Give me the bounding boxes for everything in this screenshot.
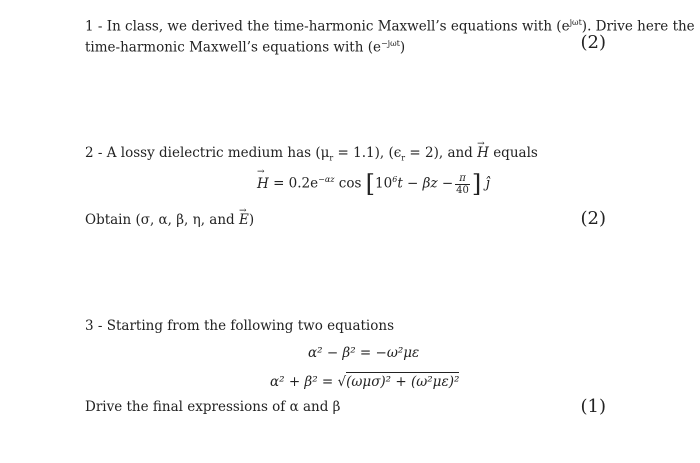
q2-marks: (2) <box>580 208 606 229</box>
q2-eq-denominator: 40 <box>456 184 469 196</box>
q2-eq-arg: 10 <box>375 175 393 192</box>
q2-eq-coefficient: = 0.2e <box>268 175 319 192</box>
q2-e-vector: → E <box>239 212 249 229</box>
q3-eq2-lhs: α² + β² = <box>270 374 338 390</box>
q1-exponent-b: −jωt <box>380 39 400 48</box>
q2-equation <box>257 170 490 198</box>
q3-eq2-radicand: (ωμσ)² + (ω²με)² <box>346 374 460 390</box>
q1-text-a-tail: ). Drive here the <box>581 18 695 35</box>
q1-text-a: 1 - In class, we derived the time-harmonic Maxwell’s equations with (e <box>85 18 570 35</box>
q2-eq-arg-tail: t − βz − <box>397 175 454 192</box>
q1-text-b: time-harmonic Maxwell’s equations with (e <box>85 39 381 56</box>
q2-eq-exponent: −αz <box>318 175 335 184</box>
q2-text-d: equals <box>488 145 538 161</box>
q1-text-b-tail: ) <box>399 39 406 56</box>
q2-obtain-tail: ) <box>248 212 255 228</box>
sqrt-symbol: √ <box>337 374 347 390</box>
q2-h-vector: → H <box>477 145 489 162</box>
q3-marks: (1) <box>580 396 606 417</box>
right-bracket: ] <box>471 170 482 198</box>
q1-marks: (2) <box>580 32 606 53</box>
q2-line-1 <box>85 145 538 167</box>
q3-equation-1: α² − β² = −ω²με <box>308 345 420 361</box>
q2-text-c: = 2), and <box>405 145 478 161</box>
q2-text-b: = 1.1), (ϵ <box>333 145 402 161</box>
q2-eps-subscript: r <box>401 153 406 163</box>
left-bracket: [ <box>365 170 376 198</box>
q3-equation-2 <box>270 372 459 390</box>
q2-obtain-line <box>85 212 254 229</box>
q3-final-line: Drive the final expressions of α and β <box>85 399 341 415</box>
q2-eq-lhs: → H <box>257 176 269 192</box>
q2-eq-cos: cos <box>334 175 366 192</box>
q2-eq-unit-vector: ĵ <box>481 175 490 192</box>
q2-text-a: 2 - A lossy dielectric medium has (μ <box>85 145 330 161</box>
q1-line-2 <box>85 35 405 57</box>
q1-exponent-a: jωt <box>569 18 582 27</box>
q2-eq-numerator: π <box>455 173 470 185</box>
q2-eq-fraction <box>455 173 470 196</box>
q2-mu-subscript: r <box>329 153 334 163</box>
q2-eq-arg-exponent: 6 <box>392 175 398 184</box>
q3-line-1: 3 - Starting from the following two equations <box>85 318 395 334</box>
q2-obtain-text: Obtain (σ, α, β, η, and <box>85 212 239 228</box>
